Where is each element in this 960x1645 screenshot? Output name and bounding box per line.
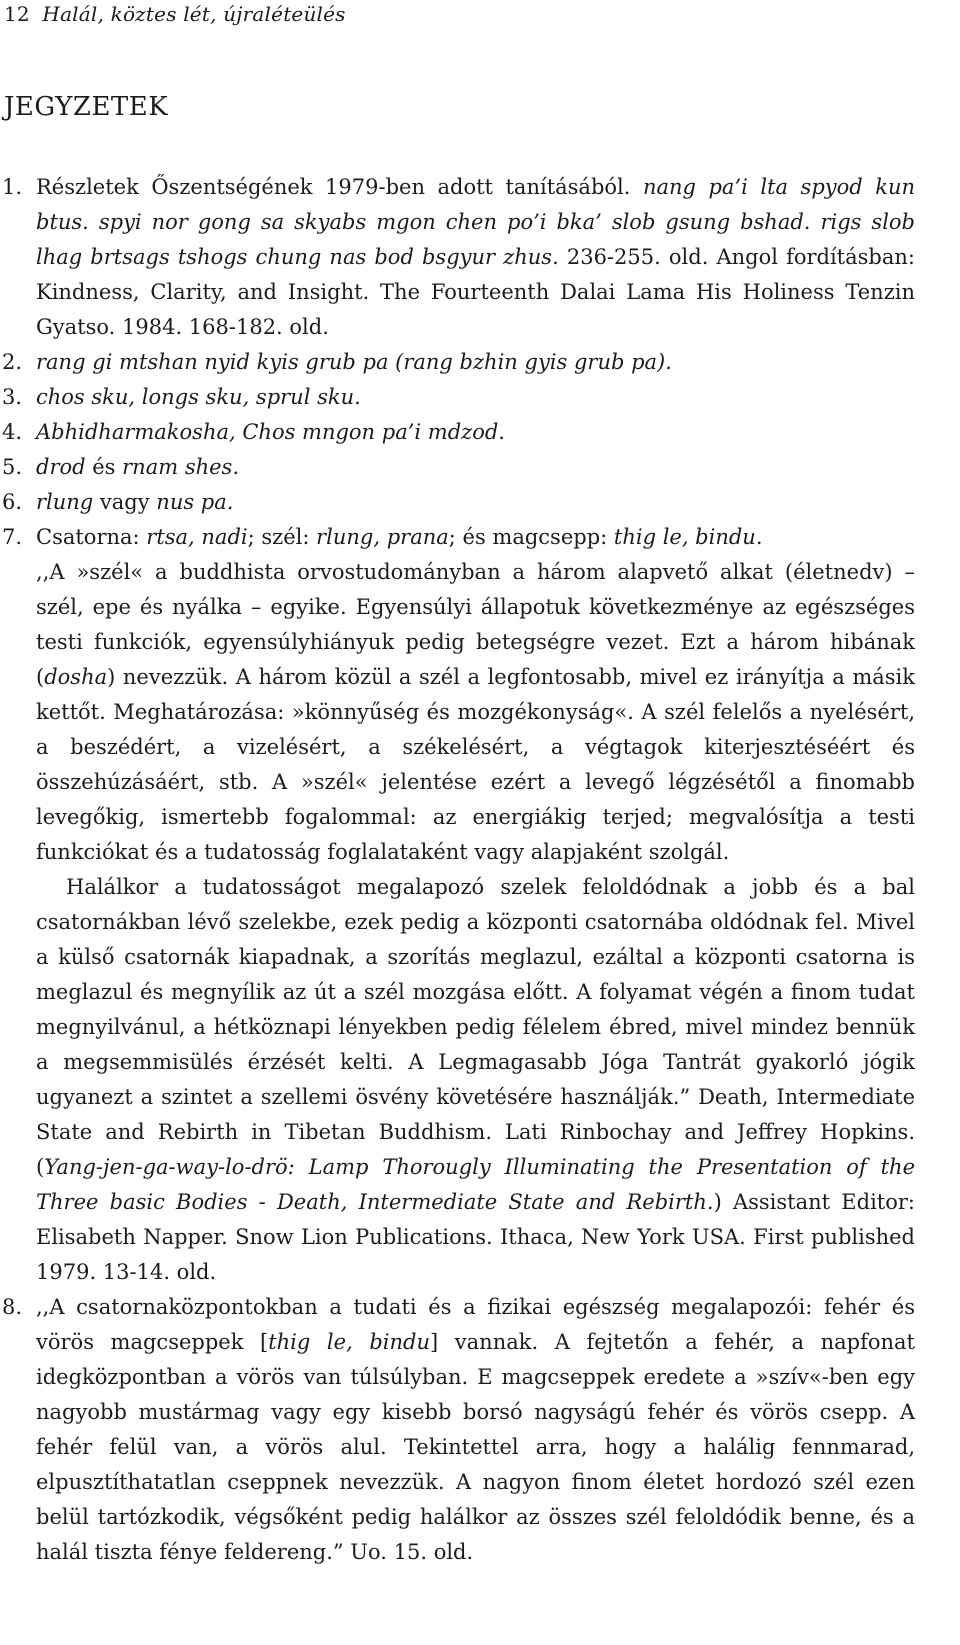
italic-run: Abhidharmakosha, Chos mngon pa’i mdzod. [36, 420, 505, 444]
running-header [4, 2, 346, 26]
footnote-3 [2, 380, 915, 415]
text-run: Csatorna: [36, 525, 147, 549]
text-run: ) Assistant Editor: Elisabeth Napper. Snow Lion Publications. Ithaca, New York USA. First published 1979. 13-14. old. [36, 1190, 915, 1284]
text-run: Részletek Őszentségének 1979-ben adott tanításából. [36, 175, 643, 199]
footnote-2 [2, 345, 915, 380]
footnote-body [36, 520, 915, 1290]
footnote-paragraph [36, 520, 915, 555]
page-number: 12 [4, 2, 30, 26]
footnote-paragraph [36, 170, 915, 345]
footnote-paragraph [36, 345, 915, 380]
text-run: és [85, 455, 123, 479]
footnote-number: 3. [2, 385, 23, 409]
footnote-body [36, 170, 915, 345]
italic-run: thig le, bindu. [613, 525, 763, 549]
footnote-6 [2, 485, 915, 520]
footnote-7 [2, 520, 915, 1290]
footnote-paragraph [36, 1290, 915, 1570]
footnote-number: 5. [2, 455, 23, 479]
italic-run: Yang-jen-ga-way-lo-drö: Lamp Thorougly Illuminating the Presentation of the Three basic Bodies - Death, Intermediate State and Rebirth. [36, 1155, 915, 1214]
italic-run: nang pa’i lta spyod kun btus. spyi nor gong sa skyabs mgon chen po’i bka’ slob gsung bshad. rigs slob lhag brtsags tshogs chung nas bod bsgyur zhus. [36, 175, 915, 269]
notes-list [2, 170, 915, 1570]
footnote-number: 1. [2, 175, 23, 199]
footnote-paragraph [36, 555, 915, 870]
footnote-paragraph [36, 485, 915, 520]
footnote-paragraph [36, 380, 915, 415]
footnote-paragraph [36, 870, 915, 1290]
footnote-number: 2. [2, 350, 23, 374]
italic-run: rlung, prana [316, 525, 449, 549]
text-run: ; és magcsepp: [448, 525, 614, 549]
italic-run: thig le, bindu [268, 1330, 430, 1354]
footnote-number: 8. [2, 1295, 23, 1319]
italic-run: dosha [44, 665, 108, 689]
running-title: Halál, köztes lét, újraléteülés [42, 2, 346, 26]
italic-run: drod [36, 455, 86, 479]
text-run: ) nevezzük. A három közül a szél a legfontosabb, mivel ez irányítja a másik kettőt. Meghatározása: »könnyűség és mozgékonyság«. A szél felelős a nyelésért, a beszédért, a vizelésért, a székelésért, a végtagok kiterjesztéséért és összehúzásáért, stb. A »szél« jelentése ezért a levegő légzésétől a finomabb levegőkig, ismertebb fogalommal: az energiákig terjed; megvalósítja a testi funkciókat és a tudatosság foglalataként vagy alapjaként szolgál. [36, 665, 915, 864]
text-run: ,,A csatornaközpontokban a tudati és a fizikai egészség megalapozói: fehér és vörös magcseppek [ [36, 1295, 915, 1354]
footnote-paragraph [36, 450, 915, 485]
footnote-paragraph [36, 415, 915, 450]
italic-run: rnam shes. [122, 455, 239, 479]
footnote-number: 6. [2, 490, 23, 514]
italic-run: rang gi mtshan nyid kyis grub pa (rang bzhin gyis grub pa). [36, 350, 672, 374]
footnote-number: 7. [2, 525, 23, 549]
footnote-body [36, 485, 915, 520]
text-run: ] vannak. A fejtetőn a fehér, a napfonat idegközpontban a vörös van túlsúlyban. E magcseppek eredete a »szív«-ben egy nagyobb mustármag vagy egy kisebb borsó nagyságú fehér és vörös csepp. A fehér felül van, a vörös alul. Tekintettel arra, hogy a halálig fennmarad, elpusztíthatatlan cseppnek nevezzük. A nagyon finom életet hordozó szél ezen belül tartózkodik, végsőként pedig halálkor az összes szél feloldódik benne, és a halál tiszta fénye feldereng.” Uo. 15. old. [36, 1330, 915, 1564]
italic-run: chos sku, longs sku, sprul sku. [36, 385, 361, 409]
footnote-4 [2, 415, 915, 450]
italic-run: rlung [36, 490, 94, 514]
footnote-1 [2, 170, 915, 345]
text-run: ; szél: [247, 525, 317, 549]
footnote-number: 4. [2, 420, 23, 444]
italic-run: rtsa, nadi [146, 525, 248, 549]
text-run: ,,A »szél« a buddhista orvostudományban a három alapvető alkat (életnedv) – szél, epe és nyálka – egyike. Egyensúlyi állapotuk következménye az egészséges testi funkciók, egyensúlyhiányuk pedig betegségre vezet. Ezt a három hibának ( [36, 560, 915, 689]
footnote-body [36, 345, 915, 380]
footnote-5 [2, 450, 915, 485]
text-run: Halálkor a tudatosságot megalapozó szelek feloldódnak a jobb és a bal csatornákban lévő szelekbe, ezek pedig a központi csatornába oldódnak fel. Mivel a külső csatornák kiapadnak, a szorítás meglazul, ezáltal a központi csatorna is meglazul és megnyílik az út a szél mozgása előtt. A folyamat végén a finom tudat megnyilvánul, a hétköznapi lényekben pedig félelem ébred, mivel mindez bennük a megsemmisülés érzését kelti. A Legmagasabb Jóga Tantrát gyakorló jógik ugyanezt a szintet a szellemi ösvény követésére használják.” Death, Intermediate State and Rebirth in Tibetan Buddhism. Lati Rinbochay and Jeffrey Hopkins. ( [36, 875, 915, 1179]
footnote-8 [2, 1290, 915, 1570]
italic-run: nus pa. [156, 490, 234, 514]
text-run: 236-255. old. Angol fordításban: Kindness, Clarity, and Insight. The Fourteenth Dalai Lama His Holiness Tenzin Gyatso. 1984. 168-182. old. [36, 245, 915, 339]
footnote-body [36, 380, 915, 415]
text-run: vagy [93, 490, 157, 514]
footnote-body [36, 1290, 915, 1570]
footnote-body [36, 415, 915, 450]
section-title: JEGYZETEK [4, 92, 169, 122]
footnote-body [36, 450, 915, 485]
